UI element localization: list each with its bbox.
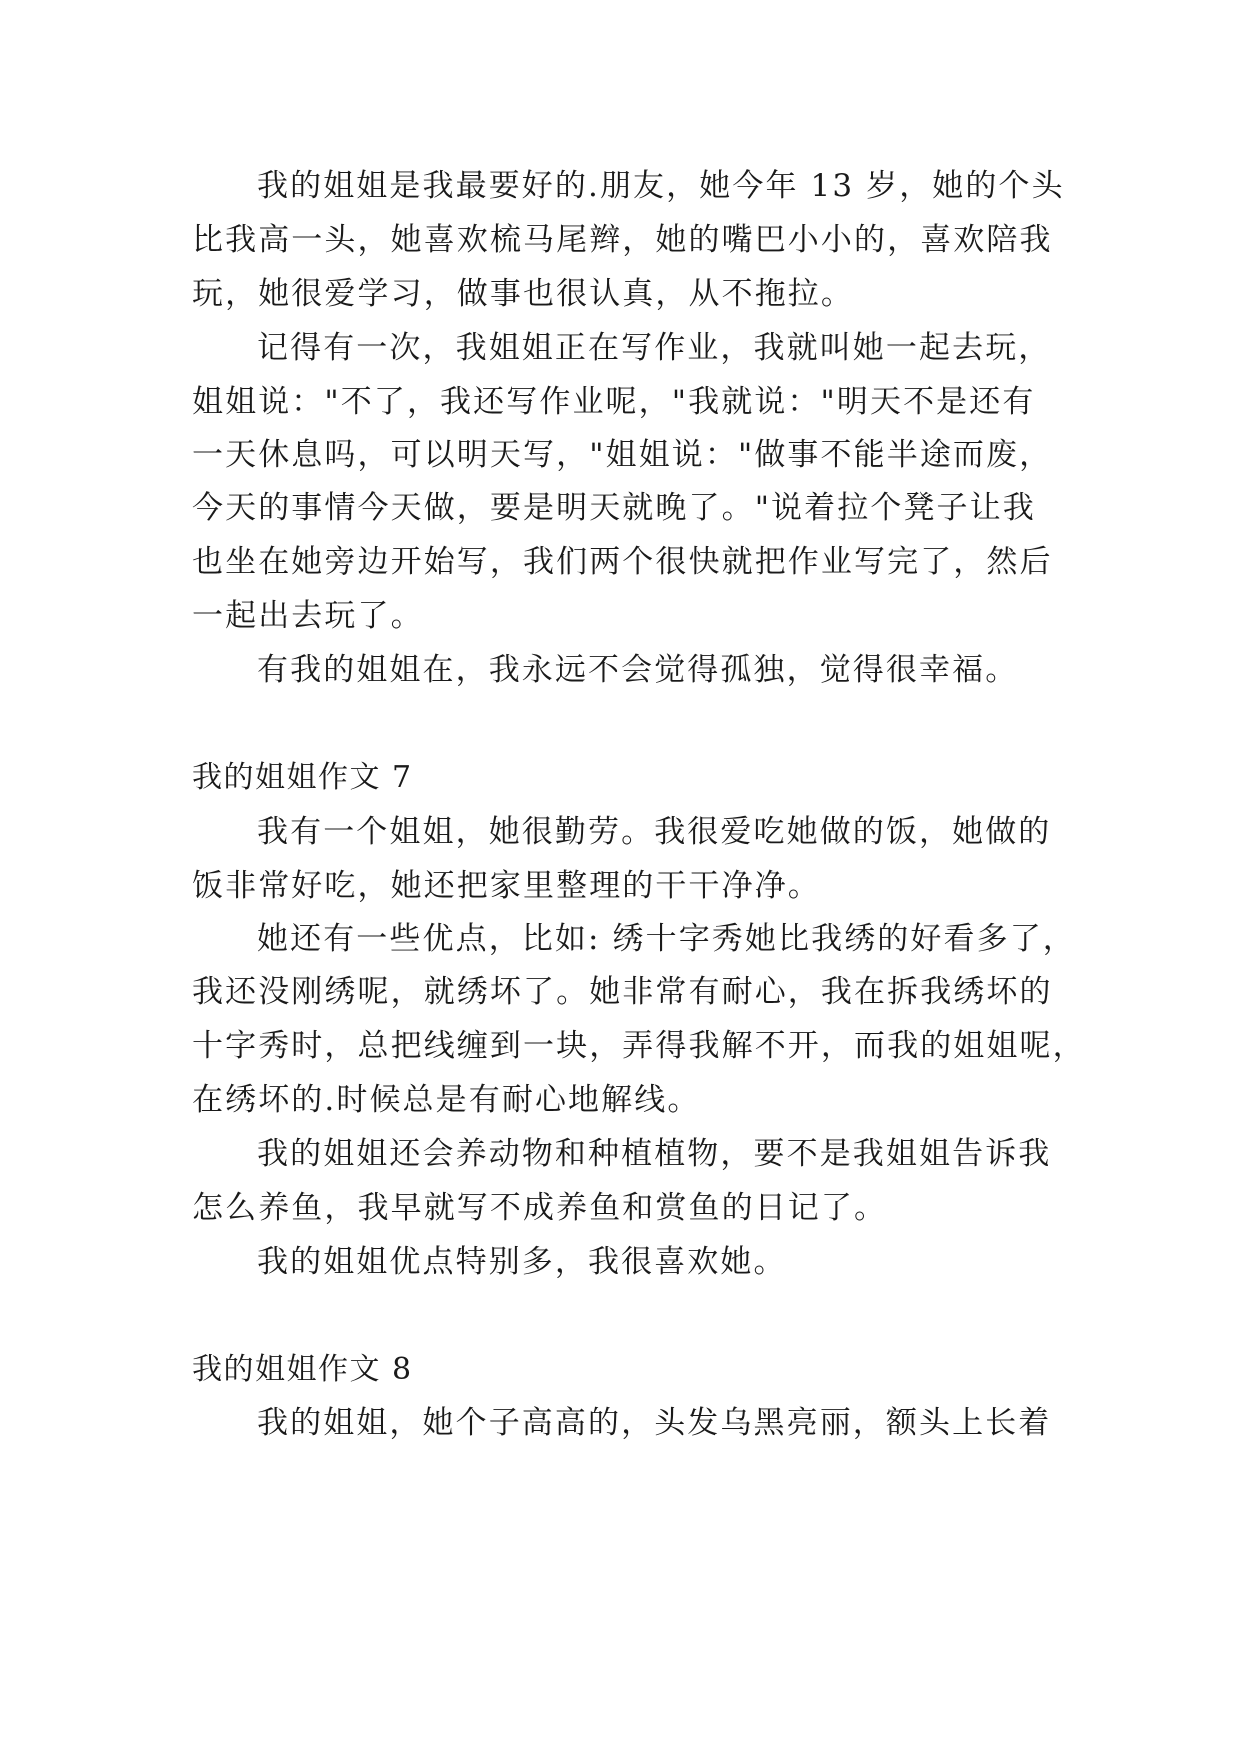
paragraph-line: 姐姐说："不了，我还写作业呢，"我就说："明天不是还有 <box>192 384 1036 420</box>
paragraph-line: 她还有一些优点，比如: 绣十字秀她比我绣的好看多了， <box>257 921 1076 957</box>
paragraph-line: 比我高一头，她喜欢梳马尾辫，她的嘴巴小小的，喜欢陪我 <box>192 222 1053 258</box>
paragraph-line: 也坐在她旁边开始写，我们两个很快就把作业写完了，然后 <box>192 544 1053 580</box>
paragraph-line: 今天的事情今天做，要是明天就晚了。"说着拉个凳子让我 <box>192 490 1036 526</box>
paragraph-line: 在绣坏的.时候总是有耐心地解线。 <box>192 1082 701 1118</box>
paragraph-line: 饭非常好吃，她还把家里整理的干干净净。 <box>192 868 821 904</box>
paragraph-line: 我的姐姐优点特别多，我很喜欢她。 <box>257 1244 787 1280</box>
paragraph-line: 我的姐姐，她个子高高的，头发乌黑亮丽，额头上长着 <box>257 1405 1052 1441</box>
paragraph-line: 玩，她很爱学习，做事也很认真，从不拖拉。 <box>192 276 854 312</box>
paragraph-line: 有我的姐姐在，我永远不会觉得孤独，觉得很幸福。 <box>257 652 1019 688</box>
paragraph-line: 一天休息吗，可以明天写，"姐姐说："做事不能半途而废， <box>192 437 1053 473</box>
paragraph-line: 十字秀时，总把线缠到一块，弄得我解不开，而我的姐姐呢， <box>192 1028 1086 1064</box>
paragraph-line: 我的姐姐是我最要好的.朋友，她今年 13 岁，她的个头 <box>257 168 1065 204</box>
paragraph-line: 怎么养鱼，我早就写不成养鱼和赏鱼的日记了。 <box>192 1190 888 1226</box>
paragraph-line: 我有一个姐姐，她很勤劳。我很爱吃她做的饭，她做的 <box>257 814 1052 850</box>
section-heading: 我的姐姐作文 7 <box>192 760 413 795</box>
section-heading: 我的姐姐作文 8 <box>192 1352 413 1387</box>
paragraph-line: 记得有一次，我姐姐正在写作业，我就叫她一起去玩， <box>257 330 1052 366</box>
paragraph-line: 我的姐姐还会养动物和种植植物，要不是我姐姐告诉我 <box>257 1136 1052 1172</box>
paragraph-line: 我还没刚绣呢，就绣坏了。她非常有耐心，我在拆我绣坏的 <box>192 974 1053 1010</box>
paragraph-line: 一起出去玩了。 <box>192 598 424 634</box>
